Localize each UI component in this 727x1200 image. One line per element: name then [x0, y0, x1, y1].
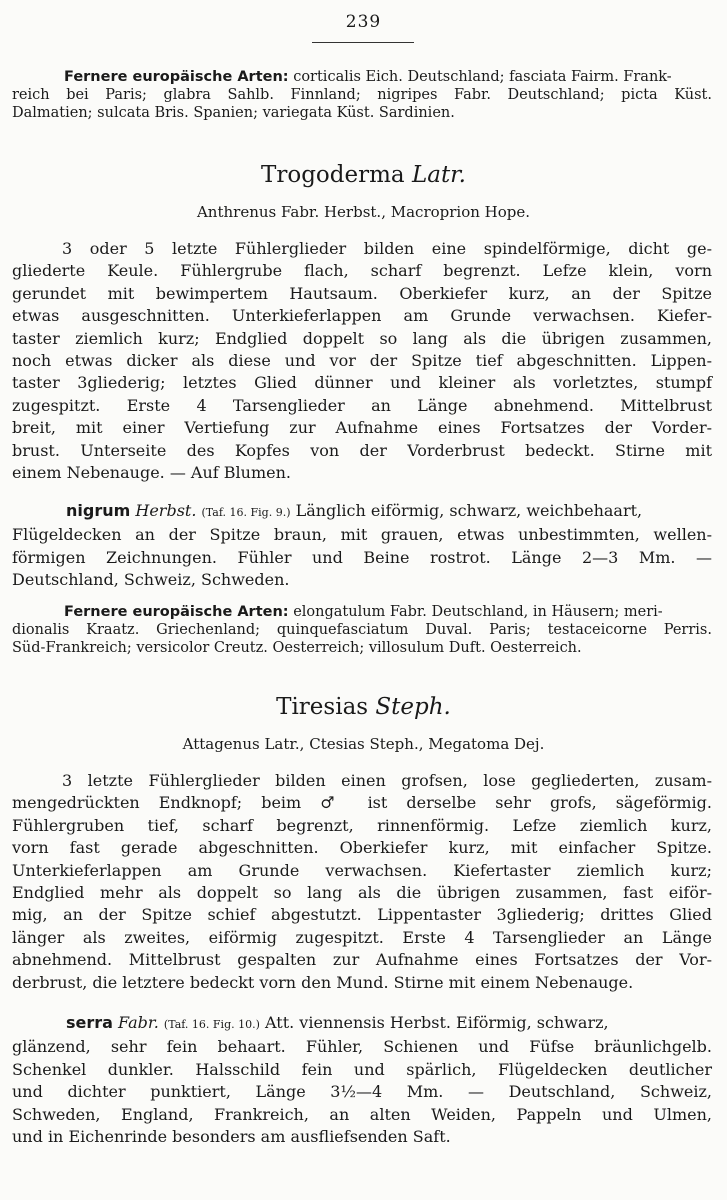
description-line: etwas ausgeschnitten. Unterkieferlappen am Grunde verwachsen. Kiefer- — [12, 306, 712, 326]
description-line: mig, an der Spitze schief abgestutzt. Lippentaster 3gliederig; drittes Glied — [12, 905, 712, 925]
species-text-line: und in Eichenrinde besonders am ausfliefsenden Saft. — [12, 1127, 451, 1147]
plate-reference: (Taf. 16. Fig. 9.) — [201, 506, 291, 519]
species-entry — [12, 500, 712, 592]
species-text-line: förmigen Zeichnungen. Fühler und Beine rostrot. Länge 2—3 Mm. — — [12, 547, 712, 567]
species-text-line: Schenkel dunkler. Halsschild fein und spärlich, Flügeldecken deutlicher — [12, 1059, 712, 1079]
description-line: derbrust, die letztere bedeckt vorn den Mund. Stirne mit einem Nebenauge. — [12, 972, 634, 992]
description-line: Unterkieferlappen am Grunde verwachsen. Kiefertaster ziemlich kurz; — [12, 860, 712, 880]
further-species-label: Fernere europäische Arten: — [64, 604, 289, 620]
description-line: brust. Unterseite des Kopfes von der Vorderbrust bedeckt. Stirne mit — [12, 440, 712, 460]
genus-synonyms: Attagenus Latr., Ctesias Steph., Megatoma Dej. — [182, 735, 545, 753]
description-line: vorn fast gerade abgeschnitten. Oberkiefer kurz, mit einfacher Spitze. — [12, 838, 712, 858]
genus-description — [12, 770, 712, 994]
description-line: 3 letzte Fühlerglieder bilden einen grofsen, lose gegliederten, zusam- — [62, 771, 712, 790]
description-line: gerundet mit bewimpertem Hautsaum. Oberkiefer kurz, an der Spitze — [12, 283, 712, 303]
genus-heading — [0, 162, 727, 188]
description-line: noch etwas dicker als diese und vor der Spitze tief abgeschnitten. Lippen- — [12, 351, 712, 371]
species-name: nigrum — [66, 501, 131, 520]
further-species-label: Fernere europäische Arten: — [64, 69, 289, 85]
description-line: 3 oder 5 letzte Fühlerglieder bilden eine spindelförmige, dicht ge- — [62, 239, 712, 258]
species-text-line: Att. viennensis Herbst. Eiförmig, schwarz, — [264, 1013, 609, 1032]
species-text-line: und dichter punktiert, Länge 3½—4 Mm. — Deutschland, Schweiz, — [12, 1082, 712, 1102]
genus-description — [12, 238, 712, 484]
species-text-line: glänzend, sehr fein behaart. Fühler, Schienen und Füfse bräunlichgelb. — [12, 1037, 712, 1057]
genus-synonyms: Anthrenus Fabr. Herbst., Macroprion Hope. — [196, 203, 531, 221]
plate-reference: (Taf. 16. Fig. 10.) — [163, 1018, 260, 1031]
top-further-species — [12, 68, 712, 122]
genus-name: Tiresias — [276, 694, 369, 720]
species-name: serra — [66, 1013, 113, 1032]
further-species-line: reich bei Paris; glabra Sahlb. Finnland; nigripes Fabr. Deutschland; picta Küst. — [12, 87, 712, 103]
further-species-line: Dalmatien; sulcata Bris. Spanien; variegata Küst. Sardinien. — [12, 105, 455, 121]
further-species-line: Süd-Frankreich; versicolor Creutz. Oesterreich; villosulum Duft. Oesterreich. — [12, 640, 582, 656]
description-line: einem Nebenauge. — Auf Blumen. — [12, 463, 291, 483]
genus-heading — [0, 694, 727, 720]
further-species-line: corticalis Eich. Deutschland; fasciata Fairm. Frank- — [293, 69, 672, 85]
description-line: gliederte Keule. Fühlergrube flach, scharf begrenzt. Lefze klein, vorn — [12, 261, 712, 281]
description-line: breit, mit einer Vertiefung zur Aufnahme eines Fortsatzes der Vorder- — [12, 418, 712, 438]
description-line: abnehmend. Mittelbrust gespalten zur Aufnahme eines Fortsatzes der Vor- — [12, 950, 712, 970]
species-text-line: Länglich eiförmig, schwarz, weichbehaart, — [295, 501, 643, 520]
species-text-line: Deutschland, Schweiz, Schweden. — [12, 570, 290, 590]
genus-author: Steph. — [375, 694, 451, 720]
description-line: zugespitzt. Erste 4 Tarsenglieder an Länge abnehmend. Mittelbrust — [12, 395, 712, 415]
header-rule — [312, 42, 414, 43]
description-line: Fühlergruben tief, scharf begrenzt, rinnenförmig. Lefze ziemlich kurz, — [12, 815, 712, 835]
genus-author: Latr. — [411, 162, 466, 188]
page-number: 239 — [345, 12, 382, 32]
description-line: mengedrückten Endknopf; beim ♂ ist derselbe sehr grofs, sägeförmig. — [12, 793, 712, 813]
description-line: taster 3gliederig; letztes Glied dünner und kleiner als vorletztes, stumpf — [12, 373, 712, 393]
description-line: Endglied mehr als doppelt so lang als die übrigen zusammen, fast eiför- — [12, 883, 712, 903]
species-author: Herbst. — [135, 501, 197, 520]
further-species-line: dionalis Kraatz. Griechenland; quinquefasciatum Duval. Paris; testaceicorne Perris. — [12, 622, 712, 638]
species-entry — [12, 1012, 712, 1148]
species-text-line: Schweden, England, Frankreich, an alten Weiden, Pappeln und Ulmen, — [12, 1104, 712, 1124]
further-species — [12, 603, 712, 657]
further-species-line: elongatulum Fabr. Deutschland, in Häusern; meri- — [293, 604, 663, 620]
description-line: länger als zweites, eiförmig zugespitzt. Erste 4 Tarsenglieder an Länge — [12, 927, 712, 947]
species-author: Fabr. — [118, 1013, 159, 1032]
species-text-line: Flügeldecken an der Spitze braun, mit grauen, etwas unbestimmten, wellen- — [12, 525, 712, 545]
genus-name: Trogoderma — [261, 162, 405, 188]
description-line: taster ziemlich kurz; Endglied doppelt so lang als die übrigen zusammen, — [12, 328, 712, 348]
